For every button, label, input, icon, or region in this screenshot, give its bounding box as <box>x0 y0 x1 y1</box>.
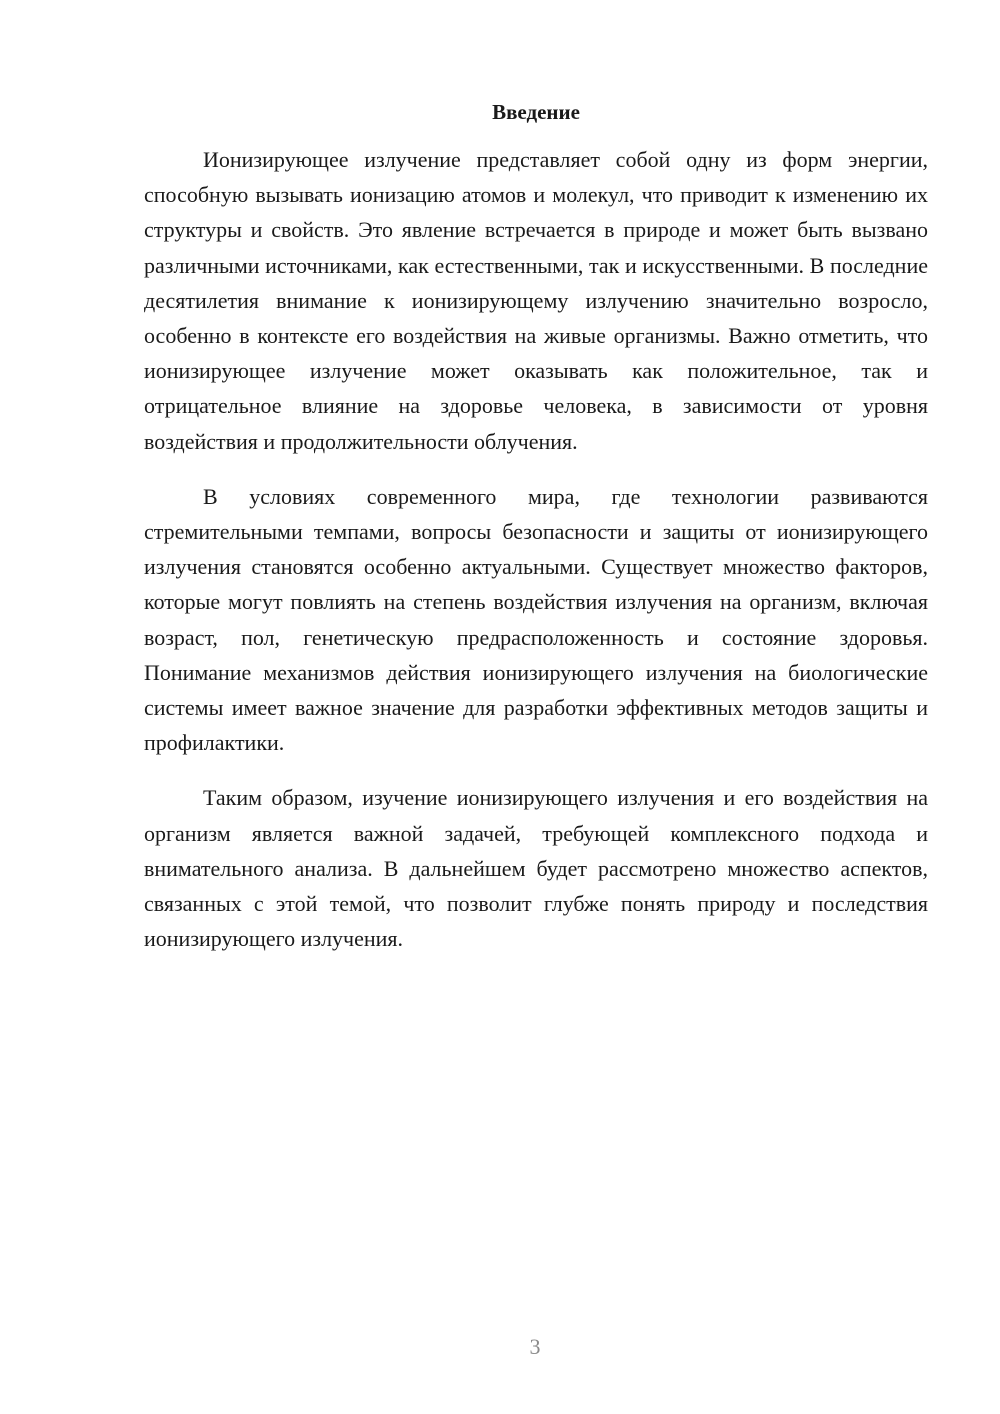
paragraph-1: Ионизирующее излучение представляет собой одну из форм энергии, способную вызывать ионизацию атомов и молекул, что приводит к изменению их структуры и свойств. Это явление встречается в природе и может быть вызвано различными источниками, как естественными, так и искусственными. В последние десятилетия внимание к ионизирующему излучению значительно возросло, особенно в контексте его воздействия на живые организмы. Важно отметить, что ионизирующее излучение может оказывать как положительное, так и отрицательное влияние на здоровье человека, в зависимости от уровня воздействия и продолжительности облучения. <box>144 147 928 454</box>
body-text <box>144 142 928 976</box>
paragraph-3: Таким образом, изучение ионизирующего излучения и его воздействия на организм является важной задачей, требующей комплексного подхода и внимательного анализа. В дальнейшем будет рассмотрено множество аспектов, связанных с этой темой, что позволит глубже понять природу и последствия ионизирующего излучения. <box>144 785 928 952</box>
page-number: 3 <box>529 1334 541 1359</box>
section-heading: Введение <box>492 100 580 124</box>
paragraph-2: В условиях современного мира, где технологии развиваются стремительными темпами, вопросы безопасности и защиты от ионизирующего излучения становятся особенно актуальными. Существует множество факторов, которые могут повлиять на степень воздействия излучения на организм, включая возраст, пол, генетическую предрасположенность и состояние здоровья. Понимание механизмов действия ионизирующего излучения на биологические системы имеет важное значение для разработки эффективных методов защиты и профилактики. <box>144 483 928 756</box>
